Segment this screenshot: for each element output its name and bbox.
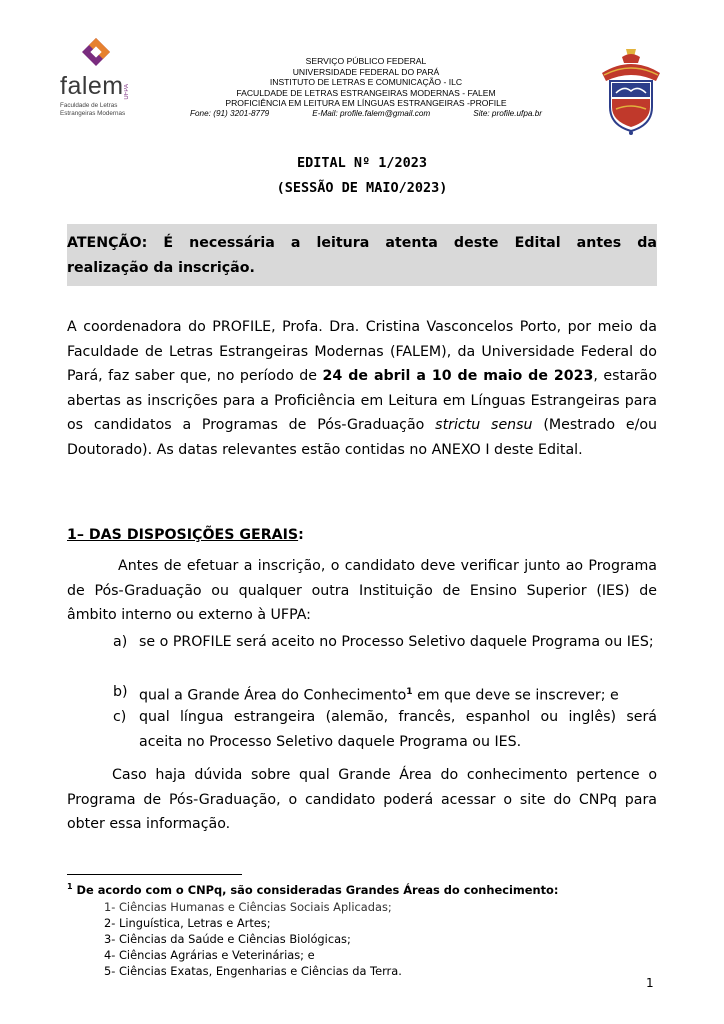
attention-line-1: ATENÇÃO: É necessária a leitura atenta deste Edital antes da bbox=[67, 235, 657, 251]
edital-title: EDITAL Nº 1/2023 bbox=[296, 155, 428, 171]
institution-header bbox=[176, 56, 556, 120]
list-item: c) qual língua estrangeira (alemão, francês, espanhol ou inglês) será aceita no Processo Seletivo daquele Programa ou IES. bbox=[113, 709, 657, 750]
header-line: PROFICIÊNCIA EM LEITURA EM LÍNGUAS ESTRANGEIRAS -PROFILE bbox=[225, 98, 507, 109]
falem-logo bbox=[58, 38, 128, 128]
header-site: Site: profile.ufpa.br bbox=[473, 108, 542, 118]
footnote-item: 3- Ciências da Saúde e Ciências Biológicas; bbox=[104, 932, 351, 946]
falem-logo-mark-icon bbox=[82, 38, 110, 66]
header-line: FACULDADE DE LETRAS ESTRANGEIRAS MODERNAS - FALEM bbox=[236, 87, 496, 98]
footnote-divider bbox=[67, 874, 242, 875]
header-email: E-Mail: profile.falem@gmail.com bbox=[312, 108, 431, 118]
section-heading: 1– DAS DISPOSIÇÕES GERAIS: bbox=[67, 527, 304, 543]
footnote-item: 4- Ciências Agrárias e Veterinárias; e bbox=[104, 948, 315, 962]
section-paragraph: Caso haja dúvida sobre qual Grande Área do conhecimento pertence o Programa de Pós-Graduação, o candidato poderá acessar o site do CNPq para obter essa informação. bbox=[67, 767, 657, 833]
intro-paragraph: A coordenadora do PROFILE, Profa. Dra. Cristina Vasconcelos Porto, por meio da Faculdade de Letras Estrangeiras Modernas (FALEM), da Universidade Federal do Pará, faz saber que, no período de 24 de abril a 10 de maio de 2023, estarão abertas as inscrições para a Proficiência em Leitura em Línguas Estrangeiras para os candidatos a Programas de Pós-Graduação strictu sensu (Mestrado e/ou Doutorado). As datas relevantes estão contidas no ANEXO I deste Edital. bbox=[67, 319, 658, 458]
ufpa-vertical-label: UFPA bbox=[124, 84, 130, 100]
section-paragraph: Antes de efetuar a inscrição, o candidato deve verificar junto ao Programa de Pós-Graduação ou qualquer outra Instituição de Ensino Superior (IES) de âmbito interno ou externo à UFPA: bbox=[67, 558, 657, 624]
footnote-item: 5- Ciências Exatas, Engenharias e Ciências da Terra. bbox=[104, 964, 402, 978]
header-contact bbox=[176, 109, 556, 120]
edital-session: (SESSÃO DE MAIO/2023) bbox=[276, 180, 448, 196]
footnote-item: 1- Ciências Humanas e Ciências Sociais Aplicadas; bbox=[104, 900, 392, 914]
list-item: a) se o PROFILE será aceito no Processo Seletivo daquele Programa ou IES; bbox=[113, 634, 654, 650]
footnote-item: 2- Linguística, Letras e Artes; bbox=[104, 916, 271, 930]
header-line: INSTITUTO DE LETRAS E COMUNICAÇÃO - ILC bbox=[269, 77, 463, 88]
header-line: UNIVERSIDADE FEDERAL DO PARÁ bbox=[292, 66, 440, 77]
page-number: 1 bbox=[646, 976, 654, 990]
header-phone: Fone: (91) 3201-8779 bbox=[190, 108, 270, 118]
header-line: SERVIÇO PÚBLICO FEDERAL bbox=[305, 56, 427, 66]
university-crest-icon bbox=[596, 47, 666, 135]
registration-dates: 24 de abril a 10 de maio de 2023 bbox=[322, 368, 594, 385]
falem-subtitle: Faculdade de Letras Estrangeiras Modernas bbox=[60, 102, 126, 117]
attention-line-2: realização da inscrição. bbox=[67, 260, 255, 276]
footnote-title: $^1$ De acordo com o CNPq, são consideradas Grandes Áreas do conhecimento: bbox=[67, 882, 559, 897]
falem-wordmark: falem bbox=[60, 72, 124, 100]
list-item: b) qual a Grande Área do Conhecimento$^1$ em que deve se inscrever; e bbox=[113, 684, 619, 704]
